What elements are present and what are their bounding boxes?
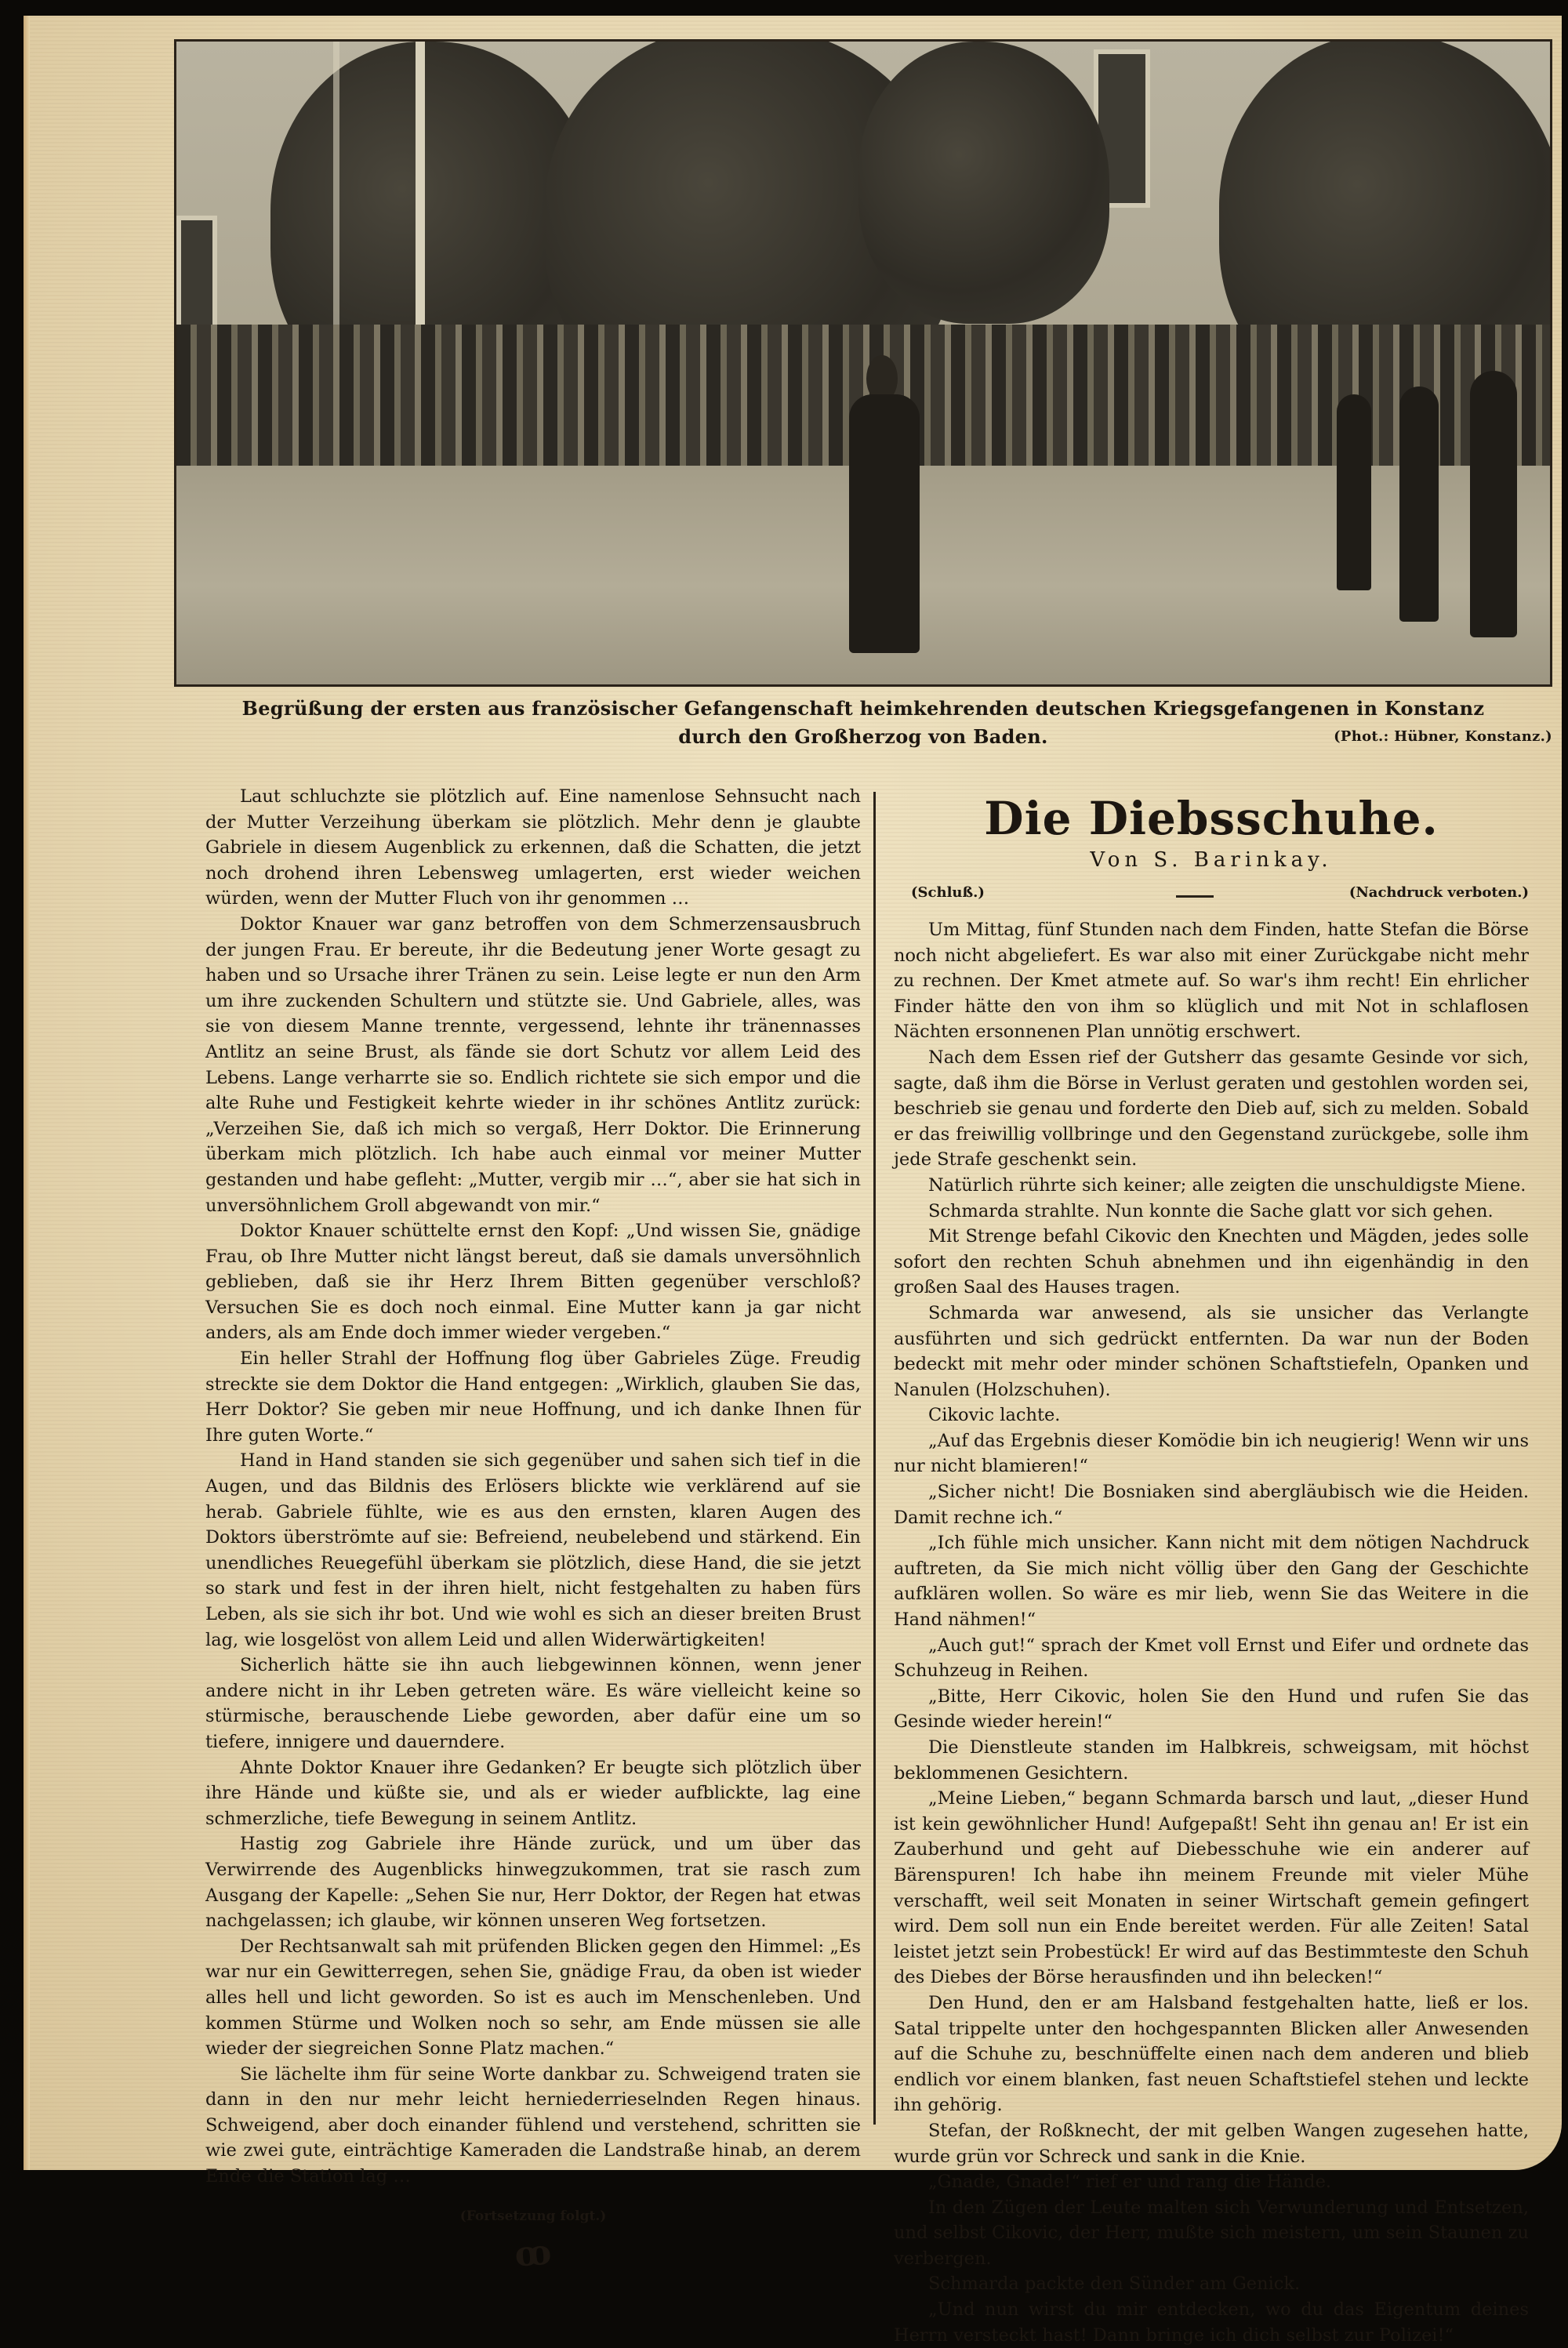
part-label: (Schluß.) bbox=[911, 884, 985, 901]
paragraph: Natürlich rührte sich keiner; alle zeigten die unschuldigste Miene. bbox=[928, 1174, 1526, 1196]
paragraph: Schmarda strahlte. Nun konnte die Sache glatt vor sich gehen. bbox=[928, 1200, 1494, 1221]
paragraph: Ahnte Doktor Knauer ihre Gedanken? Er beugte sich plötzlich über ihre Hände und küßte sie, und als er wieder aufblickte, lag eine schmerzliche, tiefe Bewegung in seinem Antlitz. bbox=[205, 1757, 861, 1829]
paragraph: „Meine Lieben,“ begann Schmarda barsch und laut, „dieser Hund ist kein gewöhnlicher Hund! Aufgepaßt! Seht ihn genau an! Er ist ein Zauberhund und geht auf Diebesschuhe wie ein anderer auf Bärenspuren! Ich habe ihn meinem Freunde mit vieler Mühe verschafft, weil seit Monaten in seiner Wirtschaft gemein gefingert wird. Dem soll nun ein Ende bereitet werden. Für alle Zeiten! Satal leistet jetzt sein Probestück! Er wird auf das Bestimmteste den Schuh des Diebes der Börse herausfinden und ihn belecken!“ bbox=[894, 1788, 1529, 1988]
column-divider bbox=[873, 792, 876, 2125]
paragraph: „Gnade, Gnade!“ rief er und rang die Hände. bbox=[928, 2172, 1332, 2193]
photo-officer-right bbox=[1399, 386, 1439, 622]
paragraph: „Bitte, Herr Cikovic, holen Sie den Hund und rufen Sie das Gesinde wieder herein!“ bbox=[894, 1686, 1529, 1733]
paragraph: Doktor Knauer war ganz betroffen von dem Schmerzensausbruch der jungen Frau. Er bereute, ihr die Bedeutung jener Worte gesagt zu haben und so Ursache ihrer Tränen zu sein. Leise legte er nun den Arm um ihre zuckenden Schultern und stützte sie. Und Gabriele, alles, was sie von diesem Manne trennte, vergessend, lehnte ihr tränennasses Antlitz an seine Brust, als fände sie dort Schutz vor allem Leid des Lebens. Lange verharrte sie so. Endlich richtete sie sich empor und die alte Ruhe und Festigkeit kehrte wieder in ihr schönes Antlitz zurück: „Verzeihen Sie, daß ich mich so vergaß, Herr Doktor. Die Erinnerung überkam mich plötzlich. Ich habe auch einmal vor meiner Mutter gestanden und habe gefleht: „Mutter, vergib mir …“, aber sie hat sich in unversöhnlichem Groll abgewandt von mir.“ bbox=[205, 913, 861, 1216]
photo-officer bbox=[849, 394, 920, 653]
paragraph: Hand in Hand standen sie sich gegenüber und sahen sich tief in die Augen, und das Bildnis des Erlösers blickte wie verklärend auf sie herab. Gabriele fühlte, wie es aus den ernsten, klaren Augen des Doktors überströmte auf sie: Befreiend, neubelebend und stärkend. Ein unendliches Reuegefühl überkam sie plötzlich, diese Hand, die sie jetzt so stark und fest in der ihren hielt, nicht festgehalten zu haben fürs Leben, als sie sich ihr bot. Und wie wohl es sich an dieser breiten Brust lag, wie losgelöst von allem Leid und allen Widerwärtigkeiten! bbox=[205, 1450, 861, 1650]
newspaper-page bbox=[24, 16, 1562, 2346]
news-photo bbox=[174, 39, 1552, 687]
paragraph: Schmarda packte den Sünder am Genick. bbox=[928, 2274, 1301, 2295]
paragraph: In den Zügen der Leute malten sich Verwunderung und Entsetzen, und selbst Cikovic, der Herr, mußte sich meistern, um sein Staunen zu verbergen. bbox=[894, 2197, 1529, 2269]
paragraph: Um Mittag, fünf Stunden nach dem Finden, hatte Stefan die Börse noch nicht abgeliefert. Es war also mit einer Zurückgabe nicht mehr zu rechnen. Der Kmet atmete auf. So war's ihm recht! Ein ehrlicher Finder hätte den von ihm so klüglich und mit Not in schlaflosen Nächten ersonnenen Plan unnötig erschwert. bbox=[894, 920, 1529, 1043]
paragraph: „Und nun wirst du mir entdecken, wo du das Eigentum deines Herrn versteckt hast! Dann bringe ich dich selbst zur Polizei!“ bbox=[894, 2299, 1529, 2346]
paragraph: „Auch gut!“ sprach der Kmet voll Ernst und Eifer und ordnete das Schuhzeug in Reihen. bbox=[894, 1635, 1529, 1682]
paragraph: Doktor Knauer schüttelte ernst den Kopf: „Und wissen Sie, gnädige Frau, ob Ihre Mutter nicht längst bereut, daß sie damals unversöhnlich geblieben, daß sie ihr Herz Ihrem Bitten gegenüber verschloß? Versuchen Sie es doch noch einmal. Eine Mutter kann ja gar nicht anders, als am Ende doch immer wieder vergeben.“ bbox=[205, 1221, 861, 1344]
paragraph: „Auf das Ergebnis dieser Komödie bin ich neugierig! Wenn wir uns nur nicht blamieren!“ bbox=[894, 1430, 1529, 1477]
caption-line-2-text: durch den Großherzog von Baden. bbox=[678, 725, 1048, 748]
paragraph: Ein heller Strahl der Hoffnung flog über Gabrieles Züge. Freudig streckte sie dem Doktor die Hand entgegen: „Wirklich, glauben Sie das, Herr Doktor? Sie geben mir neue Hoffnung, und ich danke Ihnen für Ihre guten Worte.“ bbox=[205, 1348, 861, 1446]
paragraph: „Sicher nicht! Die Bosniaken sind abergläubisch wie die Heiden. Damit rechne ich.“ bbox=[894, 1482, 1529, 1528]
caption-line-1: Begrüßung der ersten aus französischer Gefangenschaft heimkehrenden deutschen Kriegsgefangenen in Konstanz bbox=[241, 697, 1485, 720]
paragraph: Stefan, der Roßknecht, der mit gelben Wangen zugesehen hatte, wurde grün vor Schreck und sank in die Knie. bbox=[894, 2120, 1529, 2167]
paragraph: Mit Strenge befahl Cikovic den Knechten und Mägden, jedes solle sofort den rechten Schuh abnehmen und ihn eigenhändig in den großen Saal des Hauses tragen. bbox=[894, 1226, 1529, 1298]
page-edge bbox=[24, 16, 30, 2170]
photo-credit: (Phot.: Hübner, Konstanz.) bbox=[1334, 728, 1552, 745]
paragraph: Der Rechtsanwalt sah mit prüfenden Blicken gegen den Himmel: „Es war nur ein Gewitterregen, sehen Sie, gnädige Frau, da oben ist wieder alles hell und licht geworden. So ist es auch im Menschenleben. Und kommen Stürme und Wolken noch so sehr, am Ende müssen sie alle wieder der siegreichen Sonne Platz machen.“ bbox=[205, 1936, 861, 2059]
title-rule bbox=[1176, 895, 1214, 898]
photo-officer-right bbox=[1337, 394, 1371, 590]
paragraph: Den Hund, den er am Halsband festgehalten hatte, ließ er los. Satal trippelte unter den hochgespannten Blicken aller Anwesenden auf die Schuhe zu, beschnüffelte einen nach dem anderen und blieb endlich vor einem blanken, fast neuen Schaftstiefel stehen und leckte ihn gehörig. bbox=[894, 1992, 1529, 2116]
paragraph: Schmarda war anwesend, als sie unsicher das Verlangte ausführten und sich gedrückt entfernten. Da war nun der Boden bedeckt mit mehr oder minder schönen Schaftstiefeln, Opanken und Nanulen (Holzschuhen). bbox=[894, 1302, 1529, 1400]
rights-notice: (Nachdruck verboten.) bbox=[1348, 884, 1529, 901]
paragraph: Sie lächelte ihm für seine Worte dankbar zu. Schweigend traten sie dann in den nur mehr leicht herniederrieselnden Regen hinaus. Schweigend, aber doch einander fühlend und verstehend, schritten sie wie zwei gute, einträchtige Kameraden die Landstraße hinab, an derem Ende die Station lag … bbox=[205, 2063, 861, 2187]
story-byline: Von S. Barinkay. bbox=[1090, 848, 1333, 872]
photo-caption bbox=[174, 695, 1552, 751]
paragraph: Cikovic lachte. bbox=[928, 1405, 1061, 1426]
story-meta bbox=[894, 884, 1529, 908]
caption-line-2 bbox=[174, 723, 1552, 751]
paragraph: „Ich fühle mich unsicher. Kann nicht mit dem nötigen Nachdruck auftreten, da Sie mich nicht völlig über den Gang der Geschichte aufklären wollen. So wäre es mir lieb, wenn Sie das Weitere in die Hand nähmen!“ bbox=[894, 1533, 1529, 1631]
photo-tree bbox=[858, 42, 1109, 324]
story-column bbox=[894, 917, 1529, 2348]
serial-continuation-column bbox=[205, 784, 861, 2275]
continuation-note: (Fortsetzung folgt.) bbox=[459, 2208, 607, 2224]
paragraph: Hastig zog Gabriele ihre Hände zurück, und um über das Verwirrende des Augenblicks hinwegzukommen, trat sie rasch zum Ausgang der Kapelle: „Sehen Sie nur, Herr Doktor, der Regen hat etwas nachgelassen; ich glaube, wir können unseren Weg fortsetzen. bbox=[205, 1834, 861, 1932]
paragraph: Sicherlich hätte sie ihn auch liebgewinnen können, wenn jener andere nicht in ihr Leben getreten wäre. Es wäre vielleicht keine so stürmische, berauschende Liebe geworden, aber dafür eine um so tiefere, innigere und dauerndere. bbox=[205, 1655, 861, 1752]
paragraph: Die Dienstleute standen im Halbkreis, schweigsam, mit höchst beklommenen Gesichtern. bbox=[894, 1737, 1529, 1784]
story-title: Die Diebsschuhe. bbox=[984, 792, 1439, 845]
paragraph: Nach dem Essen rief der Gutsherr das gesamte Gesinde vor sich, sagte, daß ihm die Börse in Verlust geraten und gestohlen worden sei, beschrieb sie genau und forderte den Dieb auf, sich zu melden. Sobald er das freiwillig vollbringe und den Gegenstand zurückgebe, solle ihm jede Strafe geschenkt sein. bbox=[894, 1047, 1529, 1170]
paragraph: Laut schluchzte sie plötzlich auf. Eine namenlose Sehnsucht nach der Mutter Verzeihung überkam sie plötzlich. Mehr denn je glaubte Gabriele in diesem Augenblick zu erkennen, daß die Schatten, die jetzt noch drohend ihren Lebensweg umlagerten, erst wieder weichen würden, wenn der Mutter Fluch von ihr genommen … bbox=[205, 786, 861, 909]
photo-window bbox=[176, 216, 217, 343]
photo-officer-right bbox=[1470, 371, 1517, 637]
ornament-vignette-icon: ꝏ bbox=[513, 2232, 553, 2275]
